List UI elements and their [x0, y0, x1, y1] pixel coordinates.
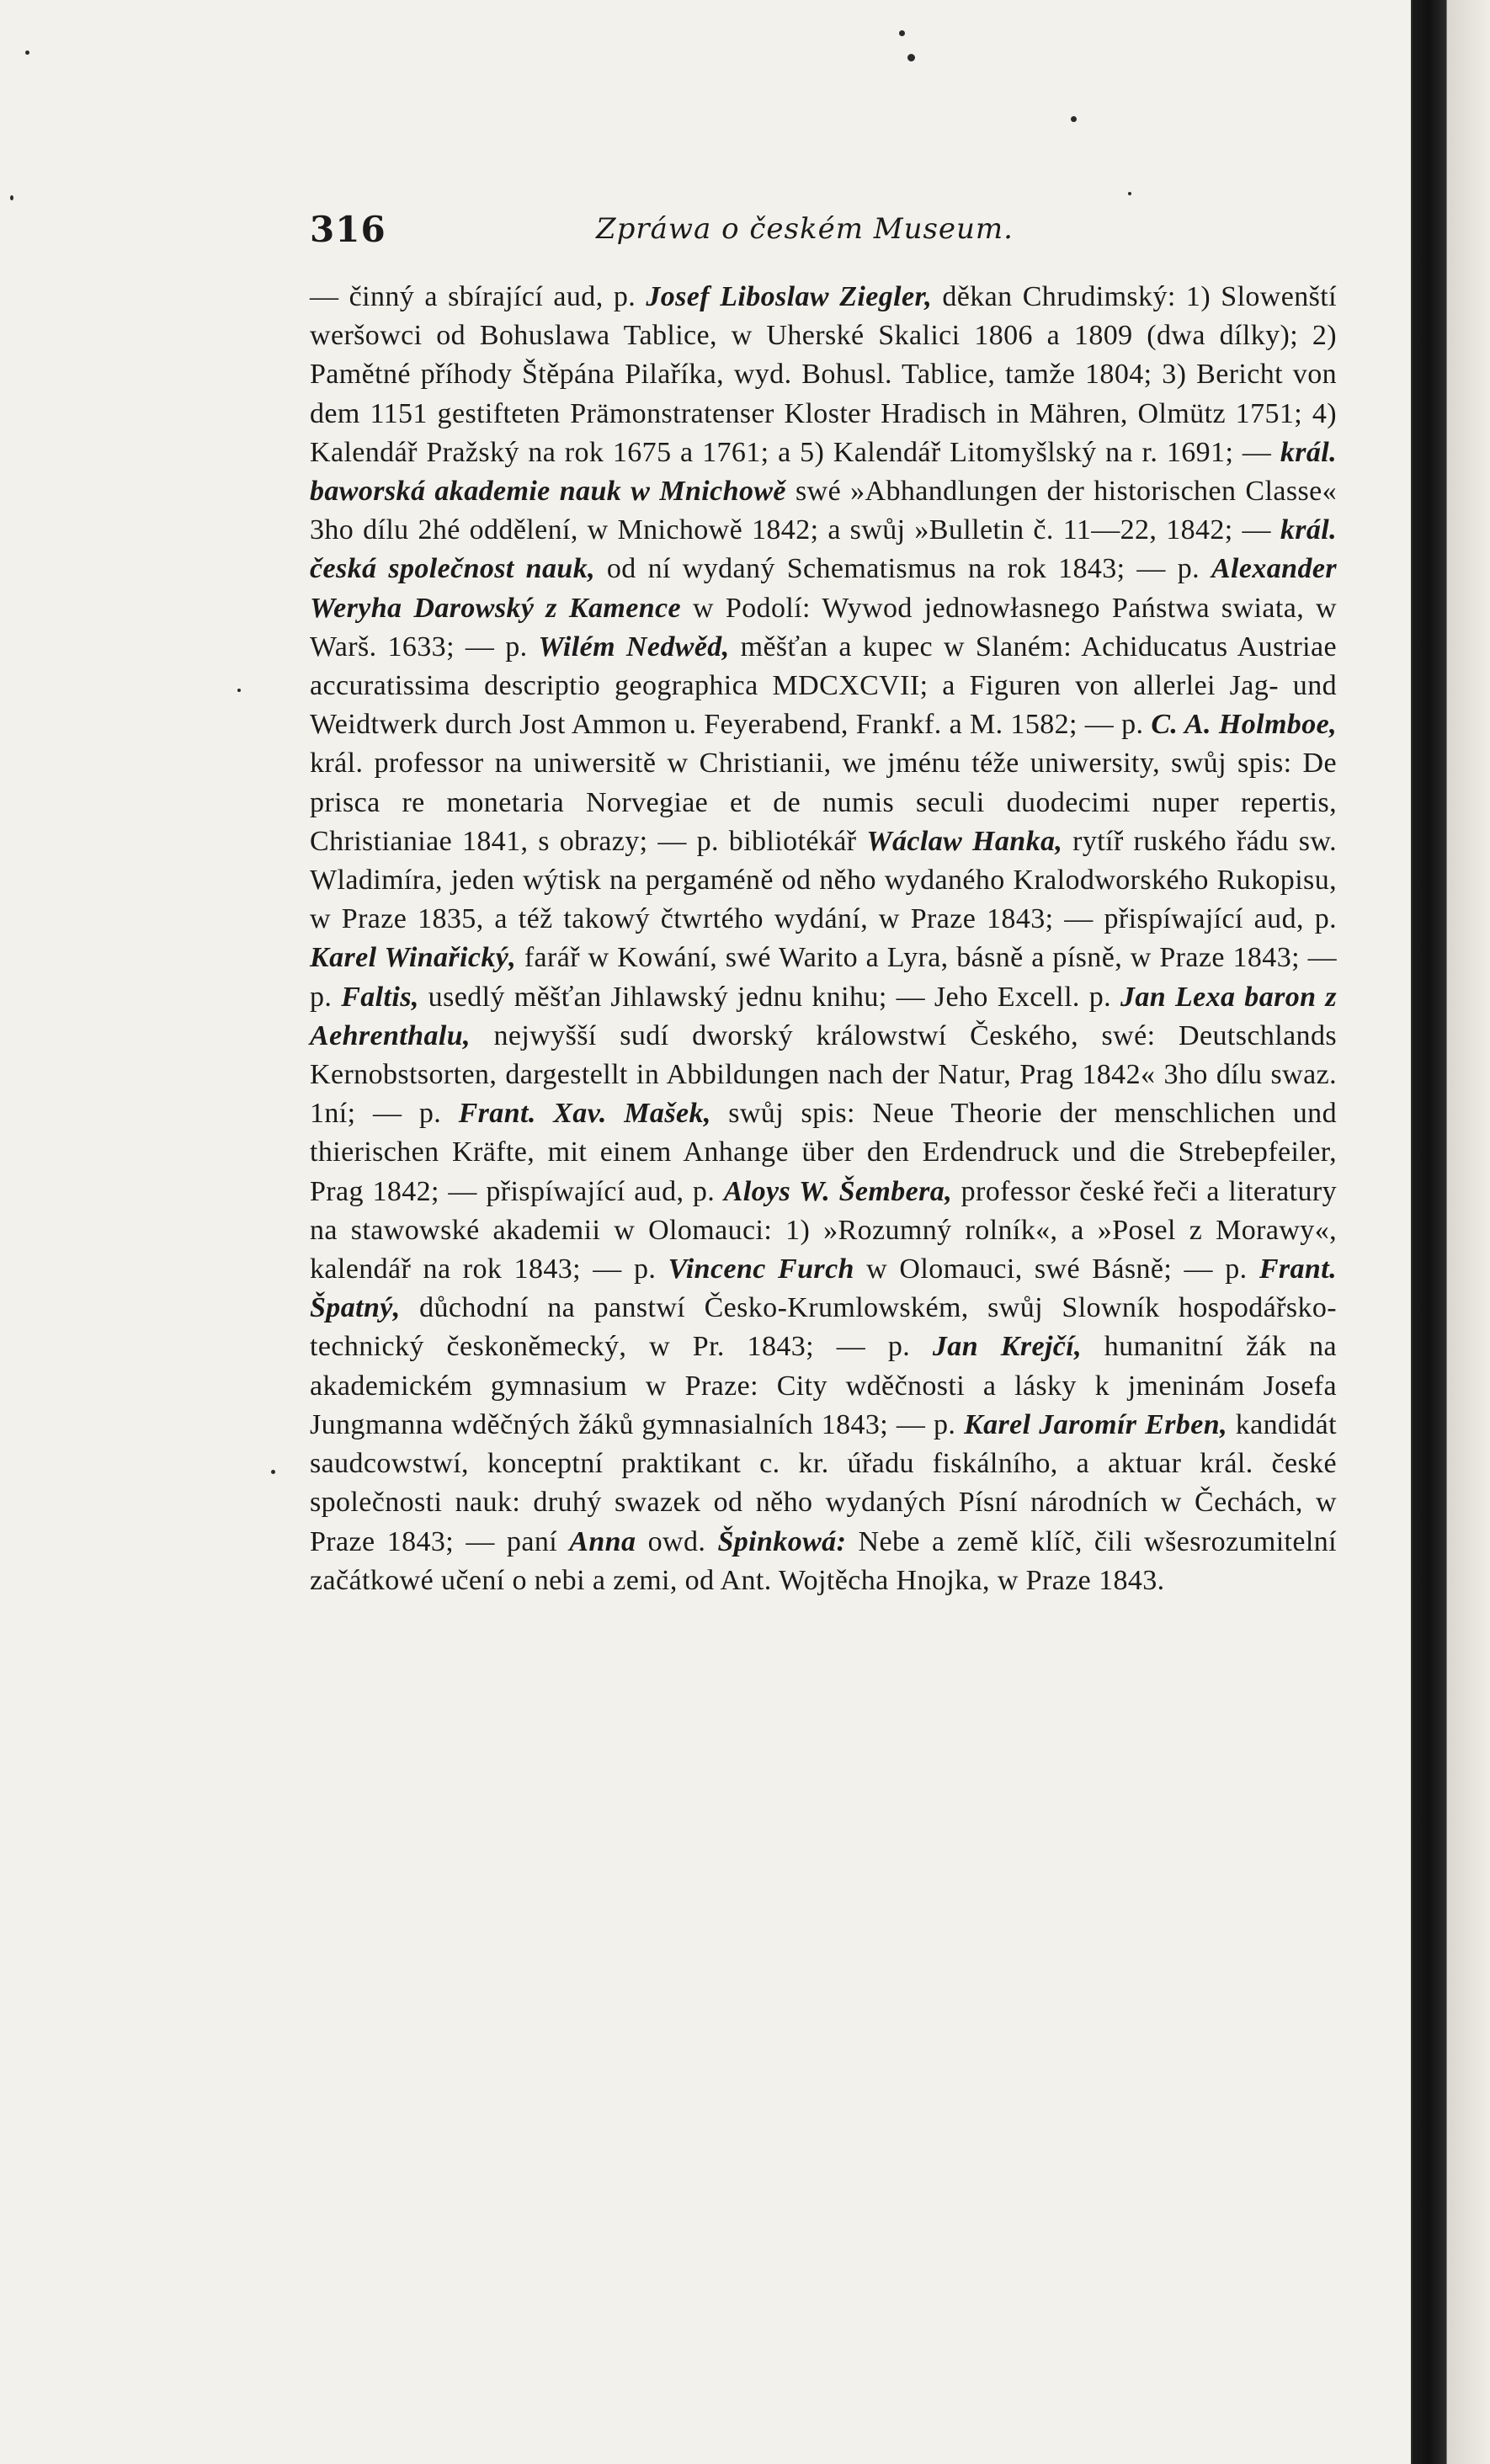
italic-name-segment: Alexander Weryha Darowský z Kamence [310, 553, 1337, 624]
italic-name-segment: Frant. Xav. Mašek, [458, 1098, 711, 1130]
text-segment: nejwyšší sudí dworský králowstwí Českého, swé: Deutschlands Kernobstsorten, dargestellt in Abbildungen nach der Natur, Prag 1842« 3ho dílu swaz. 1ní; — p. [310, 1019, 1337, 1130]
italic-name-segment: král. baworská akademie nauk w Mnichowě [310, 436, 1337, 508]
print-speck [907, 54, 915, 61]
italic-name-segment: Jan Lexa baron z Aehrenthalu, [310, 981, 1337, 1051]
text-segment: humanitní žák na akademickém gymnasium w Praze: City wděčnosti a lásky k jmeninám Josefa Jungmanna wděčných žáků gymnasialních 1843; — p. [310, 1331, 1338, 1440]
text-segment: swůj spis: Neue Theorie der menschlichen und thierischen Kräfte, mit einem Anhange über den Erdendruck und die Strebepfeiler, Prag 1842; — přispíwající aud, p. [310, 1098, 1337, 1207]
italic-name-segment: Josef Liboslaw Ziegler, [646, 281, 933, 312]
print-speck [10, 195, 13, 200]
page-header [310, 209, 1337, 259]
text-segment: Nebe a země klíč, čili wšesrozumitelní začátkowé učení o nebi a zemi, od Ant. Wojtěcha Hnojka, w Praze 1843. [310, 1525, 1337, 1596]
print-speck [25, 51, 29, 55]
text-segment: od ní wydaný Schematismus na rok 1843; — p. [595, 553, 1211, 585]
print-speck [1128, 192, 1131, 195]
body-paragraph [310, 278, 1337, 1600]
text-segment: rytíř ruského řádu sw. Wladimíra, jeden wýtisk na pergaméně od něho wydaného Kralodworského Rukopisu, w Praze 1835, a též takowý čtwrtého wydání, w Praze 1843; — přispíwající aud, p. [310, 825, 1337, 935]
text-segment: swé »Abhandlungen der historischen Classe« 3ho dílu 2hé oddělení, w Mnichowě 1842; a swůj »Bulletin č. 11—22, 1842; — [310, 476, 1337, 546]
italic-name-segment: král. česká společnost nauk, [310, 514, 1337, 585]
text-segment: měšťan a kupec w Slaném: Achiducatus Austriae accuratissima descriptio geographica MDCXCVII; a Figuren von allerlei Jag- und Weidtwerk durch Jost Ammon u. Feyerabend, Frankf. a M. 1582; — p. [310, 631, 1338, 741]
italic-name-segment: Karel Winařický, [310, 942, 517, 974]
text-segment: král. professor na uniwersitě w Christianii, we jménu téže uniwersity, swůj spis: De prisca re monetaria Norvegiae et de numis seculi duodecimi nuper repertis, Christianiae 1841, s obrazy; — p. bibliotékář [310, 748, 1337, 857]
italic-name-segment: Frant. Špatný, [310, 1253, 1337, 1324]
italic-name-segment: Anna [569, 1525, 636, 1557]
text-segment: w Podolí: Wywod jednowłasnego Państwa swiata, w Warš. 1633; — p. [310, 592, 1337, 663]
page-number: 316 [310, 209, 386, 250]
text-segment: professor české řeči a literatury na stawowské akademii w Olomauci: 1) »Rozumný rolník«, a »Posel z Morawy«, kalendář na rok 1843; — p. [310, 1175, 1337, 1285]
print-speck [899, 30, 905, 36]
page-edge-shadow [1411, 0, 1490, 2464]
text-segment: usedlý měšťan Jihlawský jednu knihu; — Jeho Excell. p. [418, 981, 1120, 1013]
italic-name-segment: Wáclaw Hanka, [866, 825, 1063, 857]
italic-name-segment: Špinkowá: [717, 1525, 847, 1557]
italic-name-segment: Faltis, [341, 981, 419, 1013]
print-speck [271, 1470, 275, 1474]
text-segment: farář w Kowání, swé Warito a Lyra, básně a písně, w Praze 1843; — p. [310, 942, 1337, 1013]
italic-name-segment: C. A. Holmboe, [1151, 709, 1338, 741]
running-title: Zpráwa o českém Museum. [596, 212, 1014, 246]
print-speck [1071, 116, 1077, 122]
italic-name-segment: Aloys W. Šembera, [723, 1175, 953, 1207]
print-speck [237, 689, 241, 692]
text-segment: kandidát saudcowstwí, konceptní praktikant c. kr. úřadu fiskálního, a aktuar král. české společnosti nauk: druhý swazek od něho wydaných Písní národních w Čechách, w Praze 1843; — paní [310, 1408, 1337, 1557]
text-segment: w Olomauci, swé Básně; — p. [854, 1253, 1259, 1285]
text-segment: důchodní na panstwí Česko-Krumlowském, swůj Slowník hospodářsko-technický českoněmecký, w Pr. 1843; — p. [310, 1292, 1337, 1363]
text-segment: — činný a sbírající aud, p. [310, 281, 647, 312]
italic-name-segment: Jan Krejčí, [932, 1331, 1083, 1363]
italic-name-segment: Vincenc Furch [668, 1253, 854, 1285]
text-segment: owd. [636, 1525, 718, 1557]
italic-name-segment: Karel Jaromír Erben, [964, 1408, 1227, 1440]
text-segment: děkan Chrudimský: 1) Slowenští weršowci od Bohuslawa Tablice, w Uherské Skalici 1806 a 1809 (dwa dílky); 2) Pamětné příhody Štěpána Pilaříka, wyd. Bohusl. Tablice, tamže 1804; 3) Bericht von dem 1151 gestifteten Prämonstratenser Kloster Hradisch in Mähren, Olmütz 1751; 4) Kalendář Pražský na rok 1675 a 1761; a 5) Kalendář Litomyšlský na r. 1691; — [310, 281, 1337, 468]
italic-name-segment: Wilém Nedwěd, [538, 631, 730, 663]
